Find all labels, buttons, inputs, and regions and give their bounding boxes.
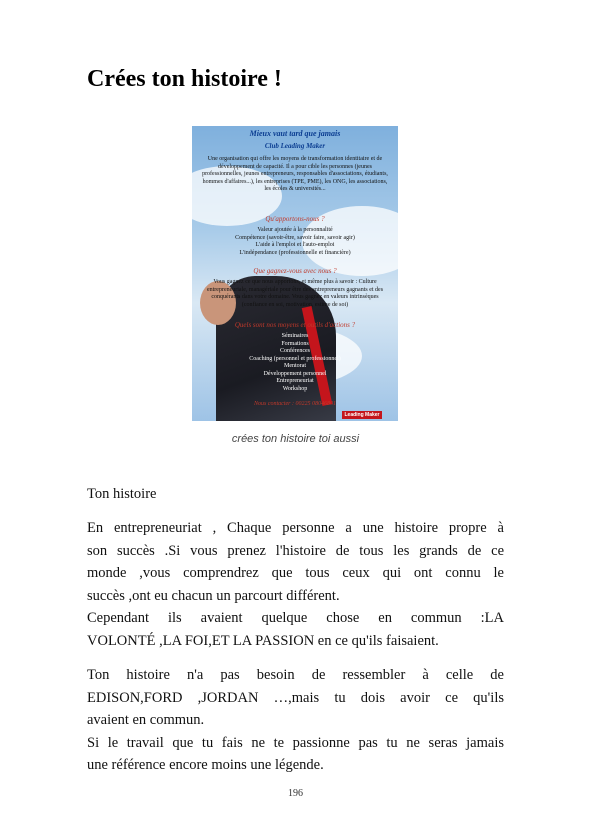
poster-image: [192, 126, 398, 421]
poster-answer-3: Séminaires Formations Conférences Coaching (personnel et professionnel) Mentorat Développement personnel Entrepreneuriat Workshop: [249, 333, 341, 392]
poster-question-3: Quels sont nos moyens et outils d'actions ?: [234, 321, 356, 329]
poster-answer-1: Valeur ajoutée à la personnalité Compétence (savoir-être, savoir faire, savoir agir) L'aide à l'emploi et l'auto-emploi L'indépendance (professionnelle et financière): [235, 227, 355, 256]
paragraph-line: succès ,ont eu chacun un parcourt différent.: [87, 587, 340, 604]
page-title: Crées ton histoire !: [87, 66, 282, 92]
paragraph-line: monde ,vous comprendrez que tous ceux qui ont connu le: [87, 565, 504, 581]
paragraph-2: [87, 664, 504, 777]
paragraph-line: En entrepreneuriat , Chaque personne a une histoire propre à: [87, 520, 504, 536]
poster-question-2: Que gagnez-vous avec nous ?: [253, 267, 337, 275]
section-heading: Ton histoire: [87, 486, 157, 502]
paragraph-line: une référence encore moins une légende.: [87, 757, 324, 773]
paragraph-1: [87, 517, 504, 652]
image-caption: crées ton histoire toi aussi: [231, 433, 360, 445]
poster-contact: Nous contacter : 00225 08046801: [254, 401, 336, 407]
paragraph-line: VOLONTÉ ,LA FOI,ET LA PASSION en ce qu'ils faisaient.: [87, 632, 439, 649]
paragraph-line: Cependant ils avaient quelque chose en commun :LA: [87, 610, 504, 626]
page-number: 196: [288, 788, 303, 799]
paragraph-line: Si le travail que tu fais ne te passionne pas tu ne seras jamais: [87, 734, 504, 751]
poster-intro: Une organisation qui offre les moyens de transformation identitaire et de développement de capacité. Il a pour cible les personnes (jeunes professionnelles, jeunes entrepreneurs, responsables d'associations, étudiants, hommes d'affaires...), les entreprises (TPE, PME), les ONG, les associations, les écoles & universités...: [202, 156, 388, 192]
paragraph-line: EDISON,FORD ,JORDAN …,mais tu dois avoir ce qu'ils: [87, 689, 504, 706]
paragraph-line: son succès .Si vous prenez l'histoire de tous les grands de ce: [87, 542, 504, 559]
poster-club-name: Club Leading Maker: [264, 142, 326, 150]
poster-question-1: Qu'apportons-nous ?: [265, 215, 325, 223]
poster-header: Mieux vaut tard que jamais: [249, 129, 341, 138]
poster-answer-2: Vous gagnez ce que nous apportons, et même plus à savoir : Culture entrepreneuriale, managériale pour être des entrepreneurs gagnants et des conquérants dans votre domaine. Vous gagnez en valeurs intrinsèques (confiance en soi, motivation, estime de soi): [206, 279, 384, 308]
paragraph-line: Ton histoire n'a pas besoin de ressembler à celle de: [87, 667, 504, 683]
poster-logo: Leading Maker: [342, 411, 382, 419]
paragraph-line: avaient en commun.: [87, 712, 205, 728]
